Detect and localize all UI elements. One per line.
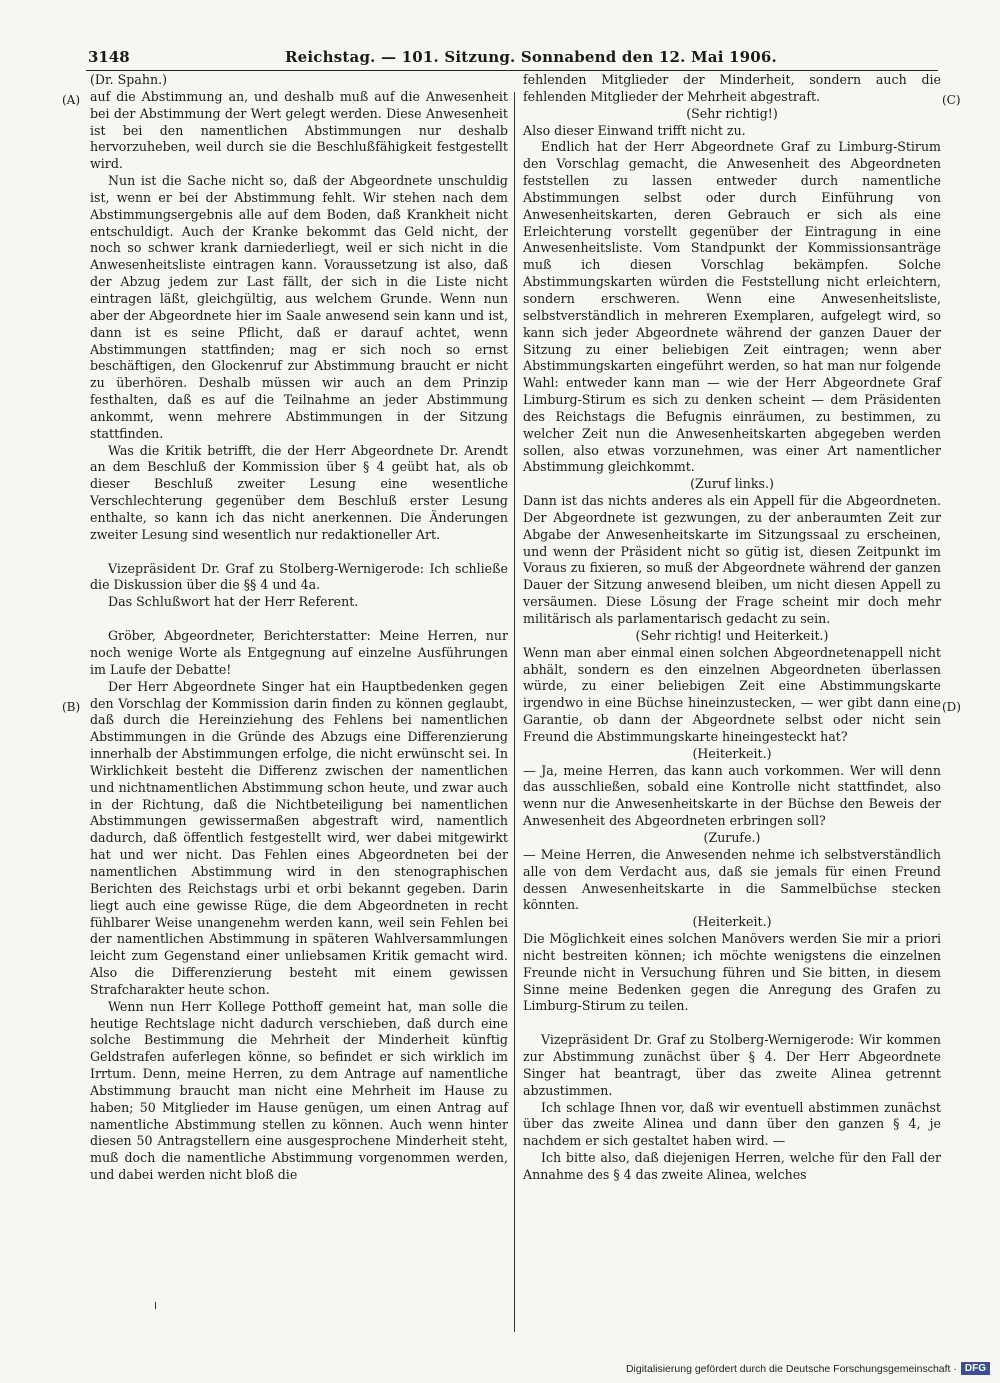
margin-marker-c: (C) xyxy=(942,93,961,107)
paragraph: (Dr. Spahn.) xyxy=(90,72,167,87)
paragraph: — Ja, meine Herren, das kann auch vorkommen. Wer will denn das ausschließen, sobald eine Kontrolle nicht stattfindet, also wenn nur die Anwesenheitskarte in der Büchse den Beweis der Anwesenheit des Abgeordneten erbringen soll? xyxy=(523,762,941,829)
paragraph: Endlich hat der Herr Abgeordnete Graf zu Limburg-Stirum den Vorschlag gemacht, die Anwesenheit des Abgeordneten feststellen zu lassen entweder durch namentliche Abstimmungen selbst oder durch Einführung von Anwesenheitskarten, deren Gebrauch er sich als eine Erleichterung vorstellt gegenüber der Eintragung in eine Anwesenheitsliste. Vom Standpunkt der Kommissionsanträge muß ich diesen Vorschlag bekämpfen. Solche Abstimmungskarten würden die Feststellung nicht erleichtern, sondern erschweren. Wenn eine Anwesenheitsliste, selbstverständlich in mehreren Exemplaren, aufgelegt wird, so kann sich jeder Abgeordnete während der ganzen Dauer der Sitzung zu einer beliebigen Zeit eintragen; wenn aber Abstimmungskarten eingeführt werden, so hat man nur folgende Wahl: entweder kann man — wie der Herr Abgeordnete Graf Limburg-Stirum es sich zu denken scheint — dem Präsidenten des Reichstags die Befugnis einräumen, zu bestimmen, zu welcher Zeit nun die Anwesenheitskarten abgegeben werden sollen, also etwas vorzunehmen, was einer Art namentlicher Abstimmung gleichkommt. xyxy=(523,139,941,475)
paragraph: Ich schlage Ihnen vor, daß wir eventuell abstimmen zunächst über das zweite Alinea und dann über den ganzen § 4, je nachdem er sich gestaltet haben wird. — xyxy=(523,1099,941,1149)
footer-text: Digitalisierung gefördert durch die Deutsche Forschungsgemeinschaft · xyxy=(625,1362,957,1375)
paragraph: Vizepräsident Dr. Graf zu Stolberg-Wernigerode: Ich schließe die Diskussion über die §§ 4 und 4a. xyxy=(90,560,508,593)
paragraph: Gröber, Abgeordneter, Berichterstatter: Meine Herren, nur noch wenige Worte als Entgegnung auf einzelne Ausführungen im Laufe der Debatte! xyxy=(90,628,508,677)
footer xyxy=(626,1362,990,1375)
paragraph: Was die Kritik betrifft, die der Herr Abgeordnete Dr. Arendt an dem Beschluß der Kommission über § 4 geübt hat, als ob dieser Beschluß zweiter Lesung eine wesentliche Verschlechterung gegenüber dem Beschluß erster Lesung enthalte, so kann ich das nicht anerkennen. Die Änderungen zweiter Lesung sind wesentlich nur redaktioneller Art. xyxy=(90,442,508,542)
right-column xyxy=(523,72,941,1184)
paragraph: — Meine Herren, die Anwesenden nehme ich selbstverständlich alle von dem Verdacht aus, daß sie jemals für einen Freund dessen Anwesenheitskarte in die Sammelbüchse stecken könnten. xyxy=(523,846,941,913)
paragraph: (Sehr richtig! und Heiterkeit.) xyxy=(635,627,829,643)
paragraph: (Sehr richtig!) xyxy=(686,105,778,121)
paragraph: fehlenden Mitglieder der Minderheit, sondern auch die fehlenden Mitglieder der Mehrheit abgestraft. xyxy=(523,72,941,104)
left-column xyxy=(90,72,508,1184)
dfg-logo: DFG xyxy=(961,1362,990,1375)
paragraph: Wenn nun Herr Kollege Potthoff gemeint hat, man solle die heutige Rechtslage nicht dadurch verschieben, daß durch eine solche Bestimmung die Mehrheit der Minderheit künftig Geldstrafen auferlegen könne, so befindet er sich wirklich im Irrtum. Denn, meine Herren, zu dem Antrage auf namentliche Abstimmung braucht man nicht eine Mehrheit im Hause zu haben; 50 Mitglieder im Hause genügen, um einen Antrag auf namentliche Abstimmung stellen zu können. Auch wenn hinter diesen 50 Antragstellern eine ausgesprochene Minderheit steht, muß doch die namentliche Abstimmung vorgenommen werden, und dabei werden nicht bloß die xyxy=(90,998,508,1183)
paragraph: (Heiterkeit.) xyxy=(692,914,772,930)
column-divider xyxy=(514,92,515,1332)
paragraph: auf die Abstimmung an, und deshalb muß auf die Anwesenheit bei der Abstimmung der Wert gelegt werden. Diese Anwesenheit ist bei den namentlichen Abstimmungen nur deshalb hervorzuheben, weil durch sie die Beschlußfähigkeit festgestellt wird. xyxy=(90,88,508,172)
paragraph: Vizepräsident Dr. Graf zu Stolberg-Wernigerode: Wir kommen zur Abstimmung zunächst über § 4. Der Herr Abgeordnete Singer hat beantragt, über das zweite Alinea getrennt abzustimmen. xyxy=(523,1032,941,1098)
paragraph: (Zuruf links.) xyxy=(690,476,774,492)
paragraph: (Heiterkeit.) xyxy=(692,745,772,761)
paragraph: Dann ist das nichts anderes als ein Appell für die Abgeordneten. Der Abgeordnete ist gezwungen, zu der anberaumten Zeit zur Abgabe der Anwesenheitskarte im Sitzungssaal zu erscheinen, und wenn der Präsident nicht so gütig ist, diesen Zeitpunkt im Voraus zu fixieren, so muß der Abgeordnete während der ganzen Dauer der Sitzung anwesend bleiben, um nicht diesen Appell zu versäumen. Diese Lösung der Frage scheint mir doch mehr militärisch als parlamentarisch gedacht zu sein. xyxy=(523,493,941,626)
page-number: 3148 xyxy=(88,48,130,66)
paragraph: (Zurufe.) xyxy=(703,829,761,845)
page-header-title: Reichstag. — 101. Sitzung. Sonnabend den 12. Mai 1906. xyxy=(285,48,777,66)
margin-marker-b: (B) xyxy=(62,700,81,714)
paragraph: Der Herr Abgeordnete Singer hat ein Hauptbedenken gegen den Vorschlag der Kommission darin finden zu können geglaubt, daß durch die Hereinziehung des Fehlens bei namentlichen Abstimmungen in die Gründe des Abzugs eine Differenzierung innerhalb der Abstimmungen erfolge, die nicht erwünscht sei. In Wirklichkeit besteht die Differenz zwischen der namentlichen und nichtnamentlichen Abstimmung schon heute, und zwar auch in der Richtung, daß die Nichtbeteiligung bei namentlichen Abstimmungen gewissermaßen abgestraft wird, namentlich dadurch, daß öffentlich festgestellt wird, wer dabei mitgewirkt hat und wer nicht. Das Fehlen eines Abgeordneten bei der namentlichen Abstimmung wird in den stenographischen Berichten des Reichstags urbi et orbi bekannt gegeben. Darin liegt auch eine gewisse Rüge, die dem Abgeordneten in recht fühlbarer Weise unangenehm werden kann, weil sein Fehlen bei der namentlichen Abstimmung in späteren Wahlversammlungen leicht zum Gegenstand einer unliebsamen Kritik gemacht wird. Also die Differenzierung besteht mit einem gewissen Strafcharakter heute schon. xyxy=(90,678,508,997)
margin-marker-a: (A) xyxy=(62,93,81,107)
paragraph: Das Schlußwort hat der Herr Referent. xyxy=(108,594,359,610)
margin-marker-d: (D) xyxy=(942,700,961,714)
paragraph: Nun ist die Sache nicht so, daß der Abgeordnete unschuldig ist, wenn er bei der Abstimmung fehlt. Wir stehen nach dem Abstimmungsergebnis alle auf dem Boden, daß Krankheit nicht entschuldigt. Auch der Kranke bekommt das Geld nicht, der noch so schwer krank darniederliegt, weil er sich nicht in die Anwesenheitsliste eintragen kann. Voraussetzung ist also, daß der Abzug jedem zur Last fällt, der sich in die Liste nicht eintragen läßt, gleichgültig, aus welchem Grunde. Wenn nun aber der Abgeordnete hier im Saale anwesend sein kann und ist, dann ist es seine Pflicht, daß er darauf achtet, wenn Abstimmungen stattfinden; mag er sich noch so ernst beschäftigen, den Glockenruf zur Abstimmung braucht er nicht zu überhören. Deshalb müssen wir auch an dem Prinzip festhalten, daß es auf die Teilnahme an jeder Abstimmung ankommt, wenn mehrere Abstimmungen in der Sitzung stattfinden. xyxy=(90,173,508,441)
paragraph: Die Möglichkeit eines solchen Manövers werden Sie mir a priori nicht bestreiten können; ich möchte wenigstens die einzelnen Freunde nicht in Versuchung führen und Sie bitten, in diesem Sinne meine Bedenken gegen die Anregung des Grafen zu Limburg-Stirum zu teilen. xyxy=(523,931,941,1014)
paragraph: Wenn man aber einmal einen solchen Abgeordnetenappell nicht abhält, sondern es den einzelnen Abgeordneten überlassen würde, zu einer beliebigen Zeit eine Abstimmungskarte irgendwo in eine Büchse hineinzustecken, — wer gibt dann eine Garantie, ob dann der Abgeordnete selbst oder nicht sein Freund die Abstimmungskarte hineingesteckt hat? xyxy=(523,644,941,744)
paragraph: Ich bitte also, daß diejenigen Herren, welche für den Fall der Annahme des § 4 das zweite Alinea, welches xyxy=(523,1150,941,1182)
print-mark xyxy=(155,1302,156,1309)
paragraph: Also dieser Einwand trifft nicht zu. xyxy=(523,122,746,138)
header-rule xyxy=(86,70,938,71)
